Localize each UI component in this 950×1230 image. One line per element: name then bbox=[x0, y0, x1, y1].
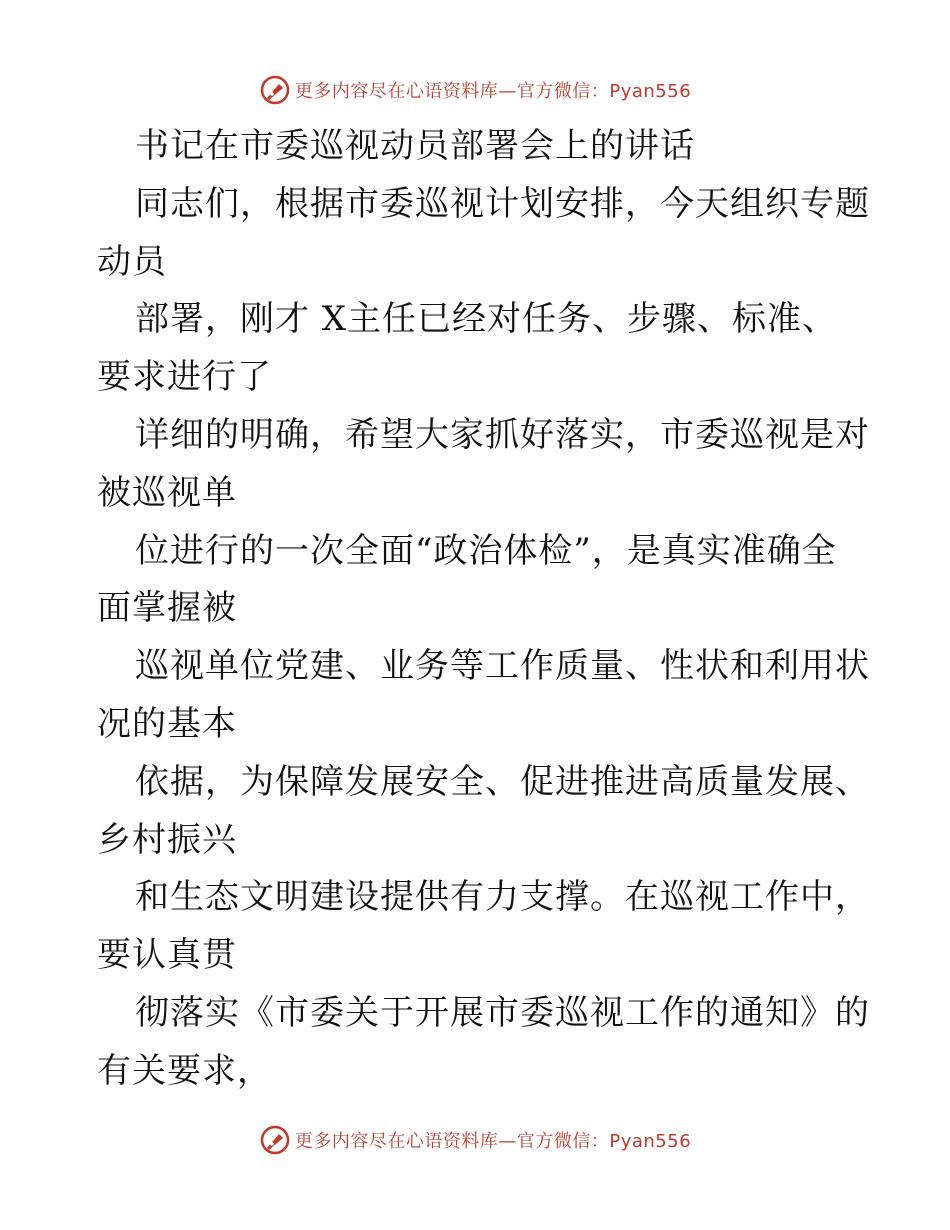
footer-banner bbox=[0, 1122, 950, 1158]
pen-nib-logo-icon bbox=[259, 74, 291, 106]
paragraph-line: 彻落实《市委关于开展市委巡视工作的通知》的 bbox=[135, 992, 870, 1033]
footer-banner-text: 更多内容尽在心语资料库—官方微信：Pyan556 bbox=[294, 1131, 692, 1152]
paragraph-line: 有关要求， bbox=[97, 1050, 272, 1091]
paragraph-line: 动员 bbox=[97, 241, 167, 282]
paragraph-line: 乡村振兴 bbox=[97, 819, 237, 860]
paragraph-line: 要求进行了 bbox=[97, 357, 272, 398]
paragraph-line: 部署，刚才 X主任已经对任务、步骤、标准、 bbox=[135, 299, 838, 340]
document-body bbox=[97, 118, 870, 1101]
header-banner-text: 更多内容尽在心语资料库—官方微信：Pyan556 bbox=[294, 81, 692, 102]
paragraph-line: 位进行的一次全面“政治体检”，是真实准确全 bbox=[135, 530, 837, 571]
paragraph-line: 面掌握被 bbox=[97, 588, 237, 629]
paragraph-line: 况的基本 bbox=[97, 703, 237, 744]
paragraph-line: 被巡视单 bbox=[97, 472, 237, 513]
paragraph-line: 和生态文明建设提供有力支撑。在巡视工作中， bbox=[135, 877, 870, 918]
paragraph-line: 同志们，根据市委巡视计划安排，今天组织专题 bbox=[135, 183, 870, 224]
paragraph-line: 要认真贯 bbox=[97, 935, 237, 976]
header-banner bbox=[0, 72, 950, 108]
paragraph-line: 巡视单位党建、业务等工作质量、性状和利用状 bbox=[135, 646, 870, 687]
pen-nib-logo-icon bbox=[259, 1124, 291, 1156]
paragraph-line: 依据，为保障发展安全、促进推进高质量发展、 bbox=[135, 761, 870, 802]
paragraph-line: 详细的明确，希望大家抓好落实，市委巡视是对 bbox=[135, 414, 870, 455]
document-title: 书记在市委巡视动员部署会上的讲话 bbox=[135, 126, 695, 166]
